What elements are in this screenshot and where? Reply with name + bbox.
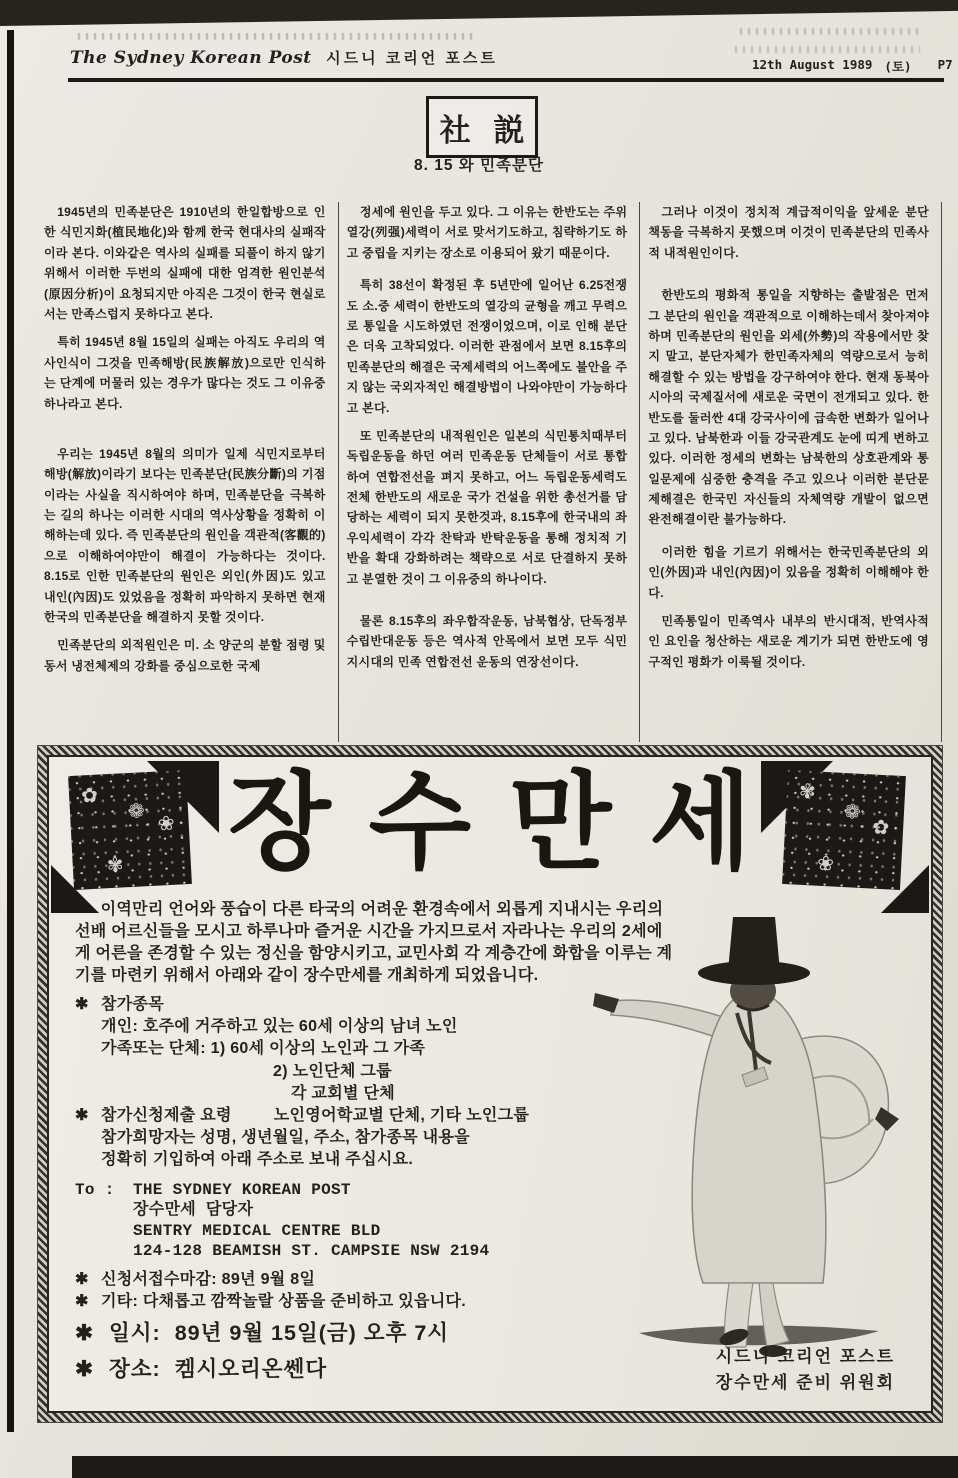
mailing-address — [75, 1180, 683, 1262]
event-ad-frame — [38, 746, 942, 1422]
paragraph: 우리는 1945년 8월의 의미가 일제 식민지로부터 해방(解放)이라기 보다는 민족분단(民族分斷)의 기점이라는 사실을 직시하여야 하며, 민족분단을 극복하는 길의 하나는 이러한 시대의 역사상황을 정확히 이해하는데 있다. 즉 민족분단의 원인을 객관적(客觀的)으로 이해하여야만이 해결이 가능하다는 것이다. 8.15로 인한 민족분단의 원인은 외인(外因)도 있고 내인(內因)도 있었음을 정확히 파악하지 못하면 현재 한국의 민족분단을 해결하지 못할 것이다. — [44, 446, 326, 625]
header-rule — [68, 78, 944, 82]
editorial-label: 社 説 — [439, 112, 531, 149]
ad-intro: 이역만리 언어와 풍습이 다른 타국의 어려운 환경속에서 외롭게 지내시는 우리의 선배 어르신들을 모시고 하루나마 즐거운 시간을 가지므로서 자라나는 우리의 2세에게 어른을 존경할 수 있는 정신을 함양시키고, 교민사회 각 계층간에 화합을 이루는 계기를 마련키 위해서 아래와 같이 장수만세를 개최하게 되었읍니다. — [75, 901, 673, 985]
asterisk-icon: ✱ — [75, 1270, 89, 1288]
paragraph: 민족통일이 민족역사 내부의 반시대적, 반역사적인 요인을 청산하는 새로운 계기가 되면 한반도에 영구적인 평화가 이룩될 것이다. — [648, 614, 929, 669]
participation-line: 2) 노인단체 그룹 — [273, 1062, 392, 1080]
to-label: To : — [75, 1180, 115, 1199]
participation-heading-row — [75, 994, 683, 1016]
organizer-line: 장수만세 준비 위원회 — [715, 1372, 895, 1392]
submission-heading-row — [75, 1105, 683, 1127]
flower-icon: ❀ — [157, 812, 176, 836]
paragraph: 물론 8.15후의 좌우합작운동, 남북협상, 단독정부수립반대운동 등은 역사적 안목에서 보면 모두 식민지시대의 민족 연합전선 운동의 연장선이다. — [346, 614, 628, 669]
asterisk-icon: ✱ — [75, 996, 89, 1014]
asterisk-icon: ✱ — [75, 1106, 89, 1124]
venue-value: 켐시오리온쎈다 — [174, 1356, 328, 1381]
paragraph: 이러한 힘을 기르기 위해서는 한국민족분단의 외인(外因)과 내인(內因)이 있음을 정확히 이해해야 한다. — [648, 544, 929, 600]
scan-left-edge — [7, 30, 14, 1432]
etc-text: 기타: 다채롭고 깜짝놀랄 상품을 준비하고 있읍니다. — [101, 1292, 466, 1310]
editorial-column-3 — [639, 202, 941, 742]
editorial-column-1 — [36, 202, 338, 742]
participation-line: 가족또는 단체: 1) 60세 이상의 노인과 그 가족 — [101, 1040, 426, 1058]
flower-icon: ✿ — [871, 816, 890, 840]
datetime-label: 일시: — [109, 1320, 161, 1345]
paragraph: 그러나 이것이 정치적 계급적이익을 앞세운 분단책동을 극복하지 못했으며 이것이 민족분단의 민족사적 내적원인이다. — [648, 205, 929, 260]
scan-bottom-edge — [72, 1456, 958, 1478]
deadline-text: 신청서접수마감: 89년 9월 8일 — [101, 1270, 316, 1288]
address-line: THE SYDNEY KOREAN POST — [133, 1180, 351, 1199]
page-number: P7 — [937, 57, 953, 72]
paragraph: 한반도의 평화적 통일을 지향하는 출발점은 먼저 그 분단의 원인을 객관적으로 이해하는데서 찾아져야하며 민족분단의 원인을 외세(外勢)의 작용에서만 찾지 말고, 분단자체가 한민족자체의 역량으로서 능히 해결할 수 있는 방법을 강구하여야 한다. 현재 동북아시아의 국제질서에 새로운 국면이 전개되고 있다. 한반도를 둘러싼 4대 강국사이에 급속한 변화가 일어나고 있다. 남북한과 이들 강국관계도 눈에 띠게 변하고 있다. 이러한 정세의 변화는 남북한의 상호관계와 통일문제에 심중한 충격을 주고 있으나 이러한 분단문제해결은 한국민 자신들의 자체역량 개발이 없으면 완전해결이란 불가능하다. — [648, 288, 929, 527]
editorial-label-box — [426, 96, 538, 158]
bleed-through-marks — [735, 46, 920, 53]
editorial-columns — [36, 202, 942, 742]
flower-icon: ✾ — [798, 780, 817, 804]
datetime-value: 89년 9월 15일(금) 오후 7시 — [174, 1320, 450, 1345]
submission-line: 정확히 기입하여 아래 주소로 보내 주십시요. — [101, 1150, 414, 1168]
address-line: SENTRY MEDICAL CENTRE BLD — [133, 1221, 381, 1240]
event-ad — [47, 755, 933, 1413]
asterisk-icon: ✱ — [75, 1356, 95, 1381]
paragraph: 특히 1945년 8월 15일의 실패는 아직도 우리의 역사인식이 그것을 민족해방(民族解放)으로만 인식하는 단계에 머물러 있는 경우가 많다는 것도 그 이유중 하나라고 본다. — [44, 335, 326, 411]
flower-icon: ✿ — [80, 784, 99, 808]
venue-label: 장소: — [109, 1356, 161, 1381]
paragraph: 민족분단의 외적원인은 미. 소 양군의 분할 점령 및 동서 냉전체제의 강화를 중심으로한 국제 — [44, 638, 326, 673]
ad-title: 장수만세 — [228, 759, 790, 884]
organizer-line: 시드니 코리언 포스트 — [715, 1347, 895, 1366]
submission-heading: 참가신청제출 요령 — [101, 1106, 232, 1124]
masthead — [70, 47, 498, 68]
asterisk-icon: ✱ — [75, 1320, 95, 1345]
issue-weekday: (토) — [884, 59, 912, 74]
flower-icon: ❁ — [127, 800, 146, 824]
address-line: 124-128 BEAMISH ST. CAMPSIE NSW 2194 — [133, 1242, 490, 1261]
editorial-column-2 — [338, 202, 640, 742]
paragraph: 정세에 원인을 두고 있다. 그 이유는 한반도는 주위 열강(列强)세력이 서로 맞서기도하고, 침략하기도 하고 중립을 지키는 장소로 이용되어 왔기 때문이다. — [346, 205, 628, 260]
bleed-through-marks — [78, 33, 478, 40]
issue-date: 12th August 1989 — [752, 57, 873, 72]
masthead-korean-title: 시드니 코리언 포스트 — [326, 50, 498, 67]
participation-line: 각 교회별 단체 — [291, 1084, 396, 1102]
event-venue-row — [75, 1355, 683, 1385]
flower-icon: ❀ — [816, 852, 835, 876]
scan-top-edge — [0, 0, 958, 26]
bleed-through-marks — [740, 28, 920, 35]
paragraph: 1945년의 민족분단은 1910년의 한일합방으로 인한 식민지화(植民地化)와 함께 한국 현대사의 실패작이라 본다. 이와같은 역사의 실패를 되풀이 하지 않기 위해서 이러한 두번의 실패에 대한 엄격한 원인분석(原因分析)이 요청되지만 아직은 그것이 한국 현실로서는 만족스럽지 못하다고 본다. — [44, 205, 326, 321]
participation-line: 노인영어학교별 단체, 기타 노인그룹 — [273, 1106, 530, 1124]
paragraph: 특히 38선이 확정된 후 5년만에 일어난 6.25전쟁도 소.중 세력이 한반도의 열강의 균형을 깨고 무력으로 통일을 시도하였던 전쟁이었으며, 이로 인해 분단은 더욱 고착되었다. 이러한 관점에서 보면 8.15후의 민족분단의 해결은 국제세력의 어느쪽에도 불안을 주지 않는 국외자적인 해결방법이 나와야만이 가능하다고 본다. — [346, 278, 628, 415]
ad-organizer-caption — [716, 1344, 895, 1395]
address-line: 장수만세 담당자 — [133, 1201, 254, 1220]
participation-line: 개인: 호주에 거주하고 있는 60세 이상의 남녀 노인 — [101, 1018, 458, 1036]
masthead-title: The Sydney Korean Post — [70, 48, 312, 68]
editorial-headline: 8. 15 와 민족분단 — [414, 157, 544, 174]
dateline — [752, 57, 953, 75]
deadline-row — [75, 1269, 683, 1291]
event-datetime-row — [75, 1319, 683, 1349]
flower-icon: ✾ — [106, 854, 125, 878]
participation-heading: 참가종목 — [101, 996, 165, 1014]
flower-icon: ❁ — [843, 800, 862, 824]
paragraph: 또 민족분단의 내적원인은 일본의 식민통치때부터 독립운동을 하던 여러 민족운동 단체들이 서로 통합하여 연합전선을 펴지 못하고, 어느 독립운동세력도 전체 한반도의 새로운 국가 건설을 위한 총선거를 담당하는 세력이 되지 못한것과, 8.15후에 한국내의 좌우익세력이 각각 찬탁과 반탁운동을 통해 정치적 기반을 확대 강화하려는 책략으로 서로 단결하지 못하고 분열한 것이 그 이유중의 하나이다. — [346, 428, 628, 586]
etc-row — [75, 1291, 683, 1313]
ad-body — [75, 899, 683, 1384]
submission-line: 참가희망자는 성명, 생년월일, 주소, 참가종목 내용을 — [101, 1128, 470, 1146]
asterisk-icon: ✱ — [75, 1292, 89, 1310]
